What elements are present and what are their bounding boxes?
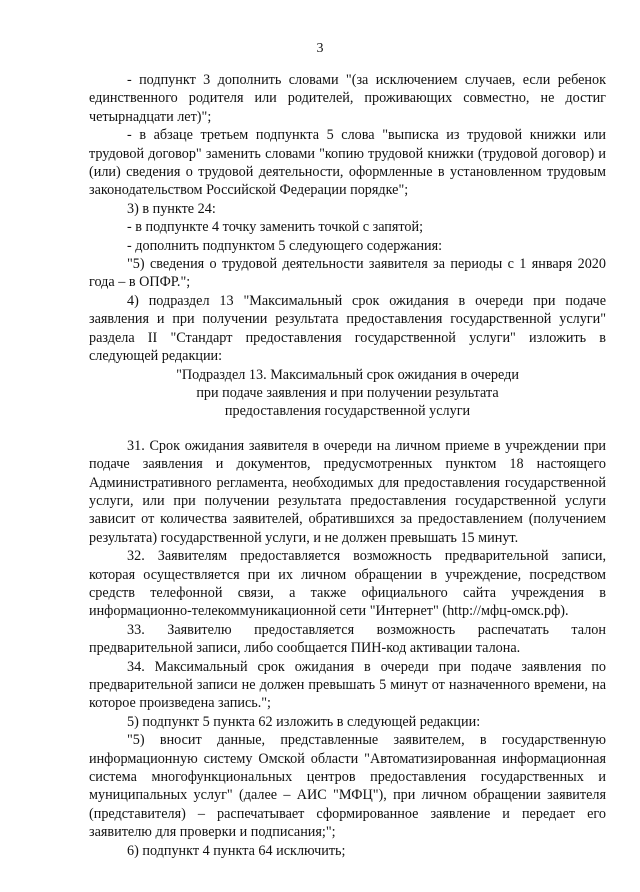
paragraph-subsection-13: 4) подраздел 13 "Максимальный срок ожидания в очереди при подаче заявления и при получении результата предоставления государственной услуги" раздела II "Стандарт предоставления государственной услуги" изложить в следующей редакции: [89,292,606,365]
paragraph-item-33: 33. Заявителю предоставляется возможность распечатать талон предварительной записи, либо сообщается ПИН-код активации талона. [89,621,606,657]
paragraph-item-32: 32. Заявителям предоставляется возможность предварительной записи, которая осуществляется при их личном обращении в учреждение, посредством средств телефонной связи, а также официального сайта учреждения в информационно-телекоммуникационной сети "Интернет" (http://мфц-омск.рф). [89,548,606,620]
paragraph-subpoint-5-replacement: - в абзаце третьем подпункта 5 слова "выписка из трудовой книжки или трудовой договор" заменить словами "копию трудовой книжки (трудовой договор) и (или) сведения о трудовой деятельности, оформленные в установленном трудовым законодательством Российской Федерации порядке"; [89,127,606,199]
page-number: 3 [316,41,324,56]
paragraph-point-64: 6) подпункт 4 пункта 64 исключить; [127,842,346,859]
paragraph-subpoint-4-change: - в подпункте 4 точку заменить точкой с запятой; [127,219,424,236]
subsection-heading [89,366,606,421]
paragraph-item-34: 34. Максимальный срок ожидания в очереди при подаче заявления по предварительной записи не должен превышать 5 минут от назначенного времени, на которое произведена запись."; [89,658,606,712]
paragraph-employment-info: "5) сведения о трудовой деятельности заявителя за периоды с 1 января 2020 года – в ОПФР."; [89,256,606,291]
section-spacer [89,421,606,437]
paragraph-add-subpoint-5: - дополнить подпунктом 5 следующего содержания: [127,237,443,254]
paragraph-ais-mfc: "5) вносит данные, представленные заявителем, в государственную информационную систему Омской области "Автоматизированная информационная система многофункциональных центров предоставления государственных и муниципальных услуг" (далее – АИС "МФЦ"), при личном обращении заявителя (представителя) – распечатывает сформированное заявление и передает его заявителю для проверки и подписания;"; [89,732,606,841]
heading-line: "Подраздел 13. Максимальный срок ожидания в очереди [176,366,519,383]
paragraph-subpoint-3-addition: - подпункт 3 дополнить словами "(за исключением случаев, если ребенок единственного родителя или родителей, проживающих совместно, не достиг четырнадцати лет)"; [89,72,606,125]
heading-line: предоставления государственной услуги [224,403,471,420]
paragraph-point-24: 3) в пункте 24: [127,200,216,217]
paragraph-item-31: 31. Срок ожидания заявителя в очереди на личном приеме в учреждении при подаче заявления и документов, предусмотренных пунктом 18 настоящего Административного регламента, необходимых для предоставления государственной услуги, или при получении результата предоставления государственной услуги зависит от количества заявителей, обратившихся за предоставлением (получением результата) государственной услуги, и не должен превышать 15 минут. [89,437,606,546]
paragraph-point-62: 5) подпункт 5 пункта 62 изложить в следующей редакции: [127,713,481,730]
heading-line: при подаче заявления и при получении результата [196,384,499,401]
document-body [89,71,606,860]
